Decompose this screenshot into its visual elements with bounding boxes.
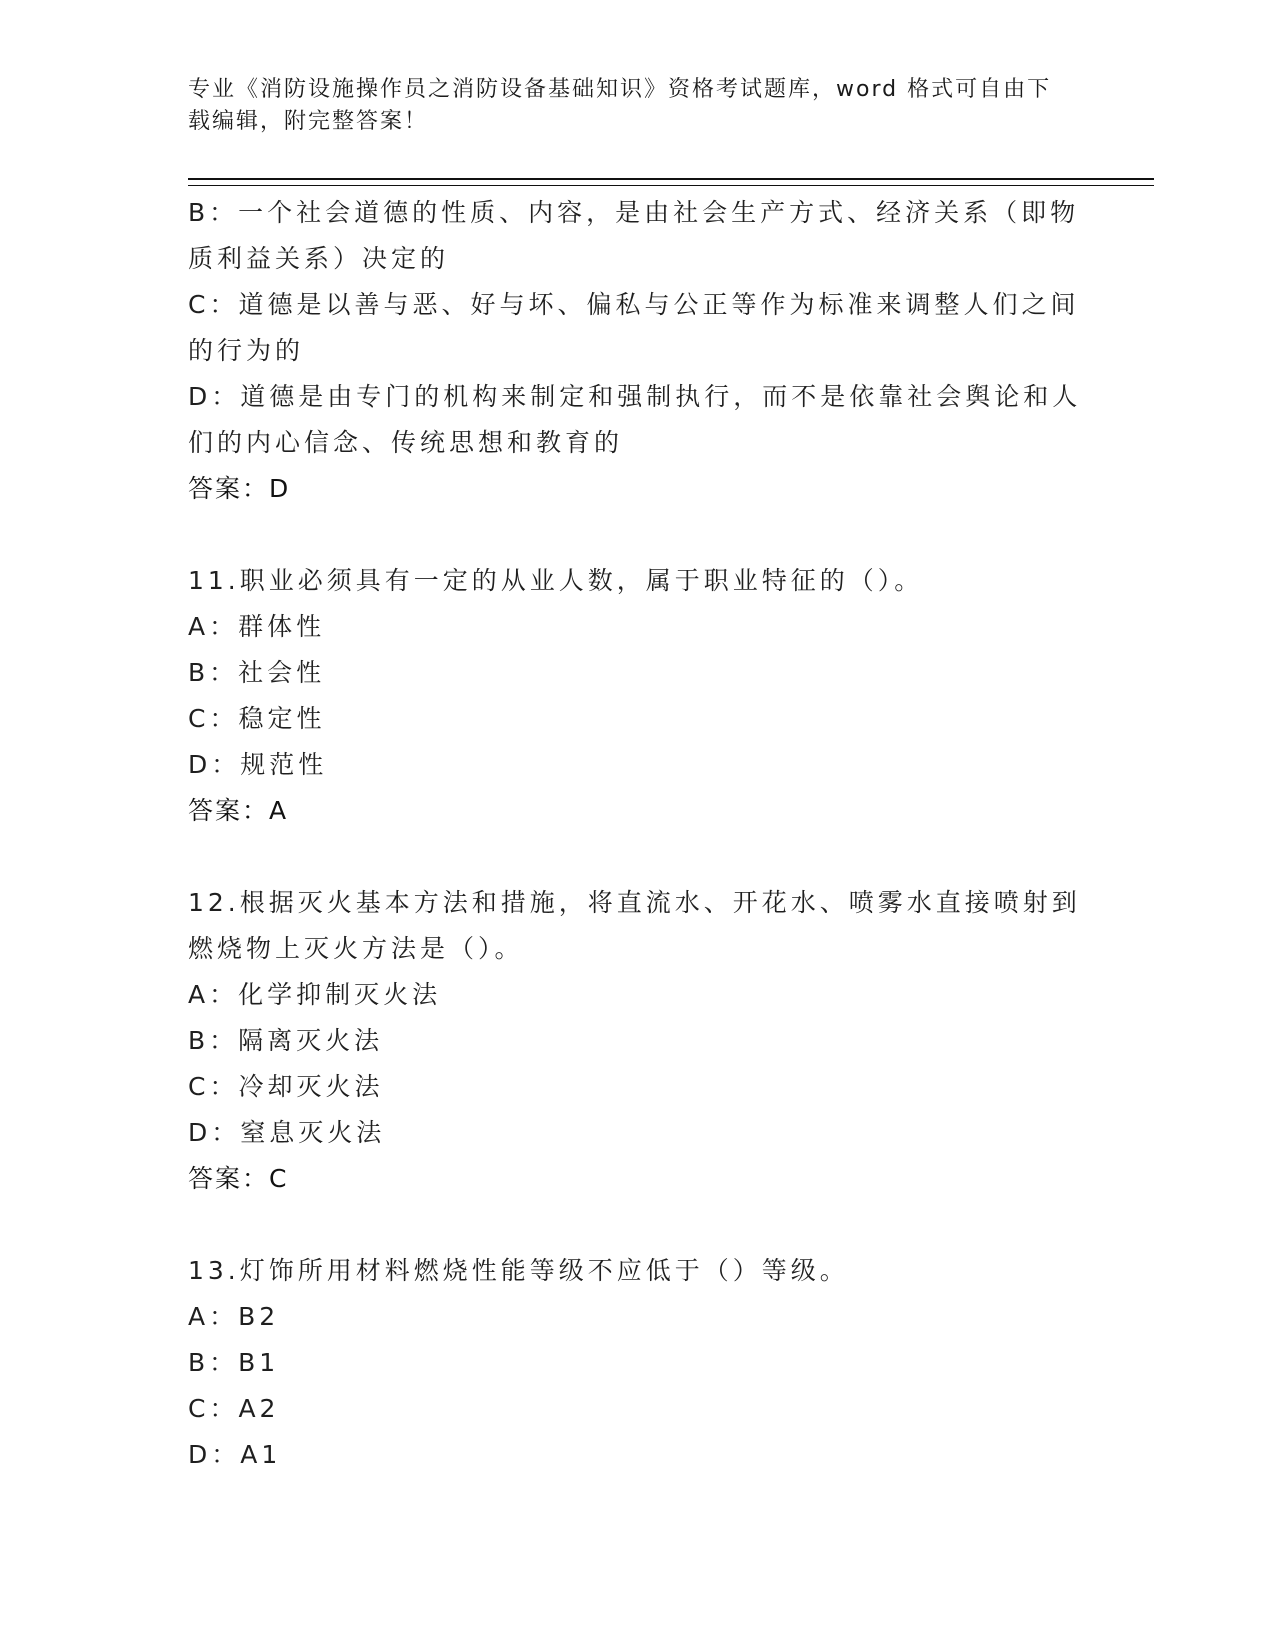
option-b-line-1: B：一个社会道德的性质、内容，是由社会生产方式、经济关系（即物: [188, 198, 1080, 227]
option-b: B：隔离灭火法: [188, 1026, 384, 1055]
option-a: A：化学抑制灭火法: [188, 980, 442, 1009]
answer-label: 答案：D: [188, 474, 291, 503]
option-b: B：社会性: [188, 658, 326, 687]
question-stem: 13.灯饰所用材料燃烧性能等级不应低于（）等级。: [188, 1256, 849, 1285]
question-10-continuation: [188, 190, 1088, 512]
answer-label: 答案：A: [188, 796, 289, 825]
option-c: C：A2: [188, 1394, 280, 1423]
option-d: D：规范性: [188, 750, 328, 779]
option-c-line-2: 的行为的: [188, 336, 305, 365]
header-line-1: 专业《消防设施操作员之消防设备基础知识》资格考试题库，word 格式可自由下: [188, 77, 1052, 102]
header-line-2: 载编辑，附完整答案！: [188, 109, 429, 134]
answer-label: 答案：C: [188, 1164, 289, 1193]
option-d-line-1: D：道德是由专门的机构来制定和强制执行，而不是依靠社会舆论和人: [188, 382, 1082, 411]
option-a: A：群体性: [188, 612, 326, 641]
option-b-line-2: 质利益关系）决定的: [188, 244, 450, 273]
question-11: [188, 558, 1088, 834]
header-divider: [188, 178, 1154, 186]
question-stem-line-1: 12.根据灭火基本方法和措施，将直流水、开花水、喷雾水直接喷射到: [188, 888, 1081, 917]
question-stem: 11.职业必须具有一定的从业人数，属于职业特征的（）。: [188, 566, 924, 595]
option-b: B：B1: [188, 1348, 280, 1377]
spacer: [188, 834, 1088, 880]
question-12: [188, 880, 1088, 1202]
option-d: D：A1: [188, 1440, 282, 1469]
option-a: A：B2: [188, 1302, 280, 1331]
option-c: C：冷却灭火法: [188, 1072, 384, 1101]
option-d: D：窒息灭火法: [188, 1118, 386, 1147]
option-c: C：稳定性: [188, 704, 326, 733]
document-header: [188, 74, 1088, 138]
option-d-line-2: 们的内心信念、传统思想和教育的: [188, 428, 624, 457]
spacer: [188, 512, 1088, 558]
document-body: [188, 190, 1088, 1478]
spacer: [188, 1202, 1088, 1248]
question-13: [188, 1248, 1088, 1478]
option-c-line-1: C：道德是以善与恶、好与坏、偏私与公正等作为标准来调整人们之间: [188, 290, 1080, 319]
question-stem-line-2: 燃烧物上灭火方法是（）。: [188, 934, 524, 963]
